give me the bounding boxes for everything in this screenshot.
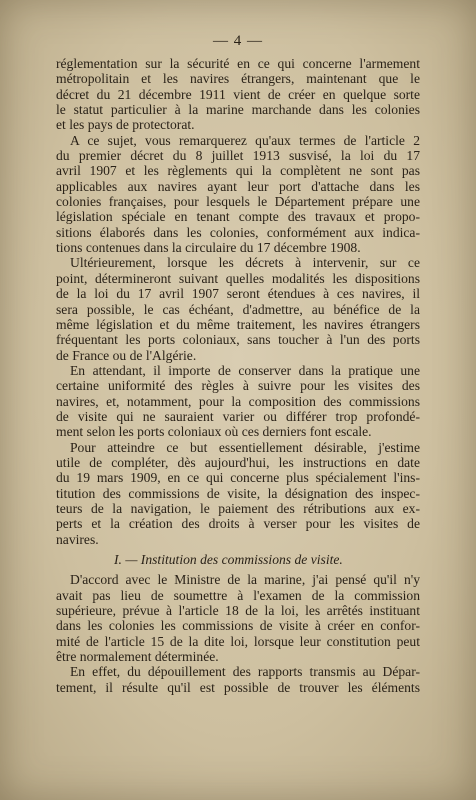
text-line: tions contenues dans la circulaire du 17 décembre 1908. <box>56 240 361 256</box>
text-line: utile de compléter, dès aujourd'hui, les instructions en date <box>56 454 420 470</box>
paragraph <box>56 56 420 133</box>
text-line: sitions élaborés dans les colonies, conformément aux indica- <box>56 224 420 240</box>
text-line: D'accord avec le Ministre de la marine, j'ai pensé qu'il n'y <box>70 572 420 588</box>
section-heading: I. — Institution des commissions de visite. <box>114 552 343 567</box>
text-line: sera possible, le cas échéant, d'admettre, au bénéfice de la <box>56 301 420 317</box>
text-line: de France ou de l'Algérie. <box>56 347 197 363</box>
paragraph <box>56 255 420 362</box>
text-line: décret du 21 décembre 1911 vient de créer en quelque sorte <box>56 86 420 102</box>
text-line: ment selon les ports coloniaux où ces derniers font escale. <box>56 424 372 440</box>
page-number: — 4 — <box>213 33 263 49</box>
text-line: du 19 mars 1909, en ce qui concerne plus spécialement l'ins- <box>56 470 420 486</box>
text-line: de la loi du 17 avril 1907 seront étendues à ces navires, il <box>56 286 420 302</box>
text-line: le statut particulier à la marine marchande dans les colonies <box>56 102 420 118</box>
text-line: Pour atteindre ce but essentiellement désirable, j'estime <box>70 439 420 455</box>
text-line: colonies françaises, pour lesquels le Département prépare une <box>56 194 420 210</box>
text-line: dans les colonies les commissions de visite à créer en confor- <box>56 618 420 634</box>
text-line: de visite qui ne sauraient varier ou différer trop profondé- <box>56 408 420 424</box>
text-line: navires. <box>56 531 99 547</box>
text-line: teurs de la navigation, le paiement des rétributions aux ex- <box>56 500 420 516</box>
text-line: titution des commissions de visite, la désignation des inspec- <box>56 485 420 501</box>
text-line: mité de l'article 15 de la dite loi, lorsque leur constitution peut <box>56 633 420 649</box>
text-line: et les pays de protectorat. <box>56 117 195 133</box>
paragraph <box>56 572 420 664</box>
text-line: navires, et, notamment, pour la composition des commissions <box>56 393 420 409</box>
body-text <box>56 56 420 695</box>
paragraph <box>56 363 420 440</box>
text-line: même législation et du même traitement, les navires étrangers <box>56 316 420 332</box>
text-line: législation spéciale en tenant compte des travaux et propo- <box>56 209 420 225</box>
text-line: applicables aux navires ayant leur port d'attache dans les <box>56 178 420 194</box>
text-line: certaine uniformité des règles à suivre pour les visites des <box>56 378 420 394</box>
text-line: avril 1907 et les règlements qui la complètent ne sont pas <box>56 163 420 179</box>
text-line: En attendant, il importe de conserver dans la pratique une <box>70 362 420 378</box>
text-line: être normalement déterminée. <box>56 649 219 665</box>
text-line: fréquentant les ports coloniaux, sans toucher à l'un des ports <box>56 332 420 348</box>
text-line: En effet, du dépouillement des rapports transmis au Dépar- <box>70 664 420 680</box>
text-line: avait pas lieu de soumettre à l'examen de la commission <box>56 587 420 603</box>
paragraph <box>56 664 420 695</box>
paragraph <box>56 133 420 256</box>
text-line: du premier décret du 8 juillet 1913 susvisé, la loi du 17 <box>56 148 420 164</box>
text-line: supérieure, prévue à l'article 18 de la loi, les arrêtés instituant <box>56 603 420 619</box>
text-line: point, détermineront suivant quelles modalités les dispositions <box>56 270 420 286</box>
text-line: perts et la création des droits à verser pour les visites de <box>56 516 420 532</box>
text-line: métropolitain et les navires étrangers, maintenant que le <box>56 71 420 87</box>
text-line: A ce sujet, vous remarquerez qu'aux termes de l'article 2 <box>70 132 420 148</box>
text-line: tement, il résulte qu'il est possible de trouver les éléments <box>56 679 420 695</box>
paragraph <box>56 440 420 547</box>
text-line: Ultérieurement, lorsque les décrets à intervenir, sur ce <box>70 255 420 271</box>
text-line: réglementation sur la sécurité en ce qui concerne l'armement <box>56 56 420 71</box>
